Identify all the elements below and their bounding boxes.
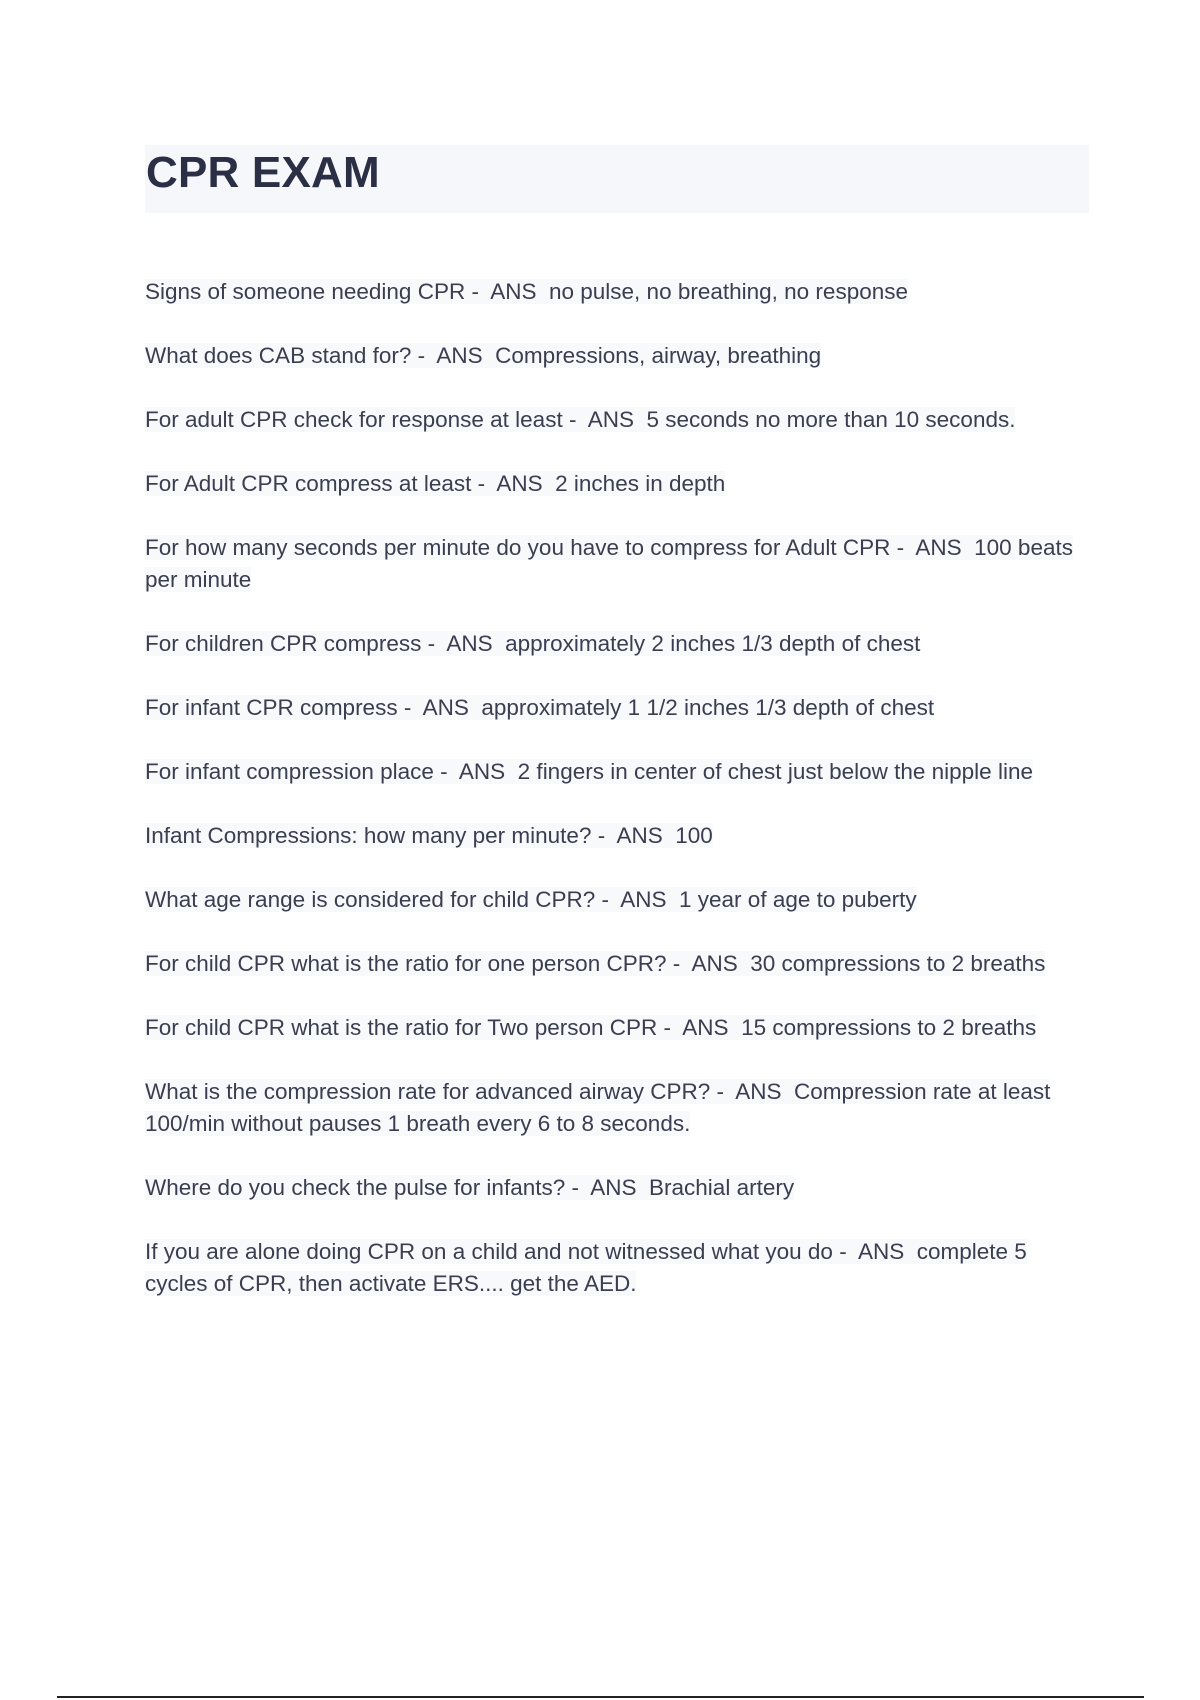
answer-text: 15 compressions to 2 breaths — [741, 1015, 1037, 1040]
answer-text: Compression rate at least 100/min without pauses 1 breath every 6 to 8 seconds. — [145, 1079, 1051, 1136]
question-text: For how many seconds per minute do you have to compress for Adult CPR — [145, 535, 891, 560]
qa-text — [145, 1175, 794, 1200]
qa-item — [145, 404, 1095, 436]
qa-item — [145, 276, 1095, 308]
answer-text: approximately 1 1/2 inches 1/3 depth of chest — [481, 695, 935, 720]
question-text: Where do you check the pulse for infants? — [145, 1175, 566, 1200]
answer-separator: - ANS — [433, 759, 518, 784]
qa-list — [145, 276, 1095, 1300]
answer-text: complete 5 cycles of CPR, then activate ERS.... get the AED. — [145, 1239, 1027, 1296]
answer-separator: - ANS — [411, 343, 496, 368]
question-text: For infant compression place — [145, 759, 434, 784]
qa-item — [145, 340, 1095, 372]
qa-text — [145, 279, 908, 304]
answer-separator: - ANS — [591, 823, 676, 848]
answer-text: Compressions, airway, breathing — [495, 343, 822, 368]
footer-divider — [57, 1696, 1144, 1698]
answer-text: 30 compressions to 2 breaths — [750, 951, 1046, 976]
qa-text — [145, 695, 934, 720]
qa-text — [145, 759, 1033, 784]
qa-item — [145, 628, 1095, 660]
question-text: For child CPR what is the ratio for Two person CPR — [145, 1015, 658, 1040]
answer-separator: - ANS — [562, 407, 647, 432]
answer-text: approximately 2 inches 1/3 depth of chest — [505, 631, 921, 656]
qa-item — [145, 884, 1095, 916]
question-text: What does CAB stand for? — [145, 343, 412, 368]
question-text: For child CPR what is the ratio for one person CPR? — [145, 951, 667, 976]
qa-text — [145, 887, 917, 912]
qa-text — [145, 951, 1045, 976]
qa-text — [145, 823, 713, 848]
qa-item — [145, 756, 1095, 788]
answer-text: Brachial artery — [649, 1175, 795, 1200]
answer-text: 100 beats per minute — [145, 535, 1073, 592]
question-text: For children CPR compress — [145, 631, 422, 656]
answer-separator: - ANS — [565, 1175, 650, 1200]
qa-item — [145, 1236, 1095, 1300]
answer-separator: - ANS — [657, 1015, 742, 1040]
question-text: Infant Compressions: how many per minute? — [145, 823, 592, 848]
qa-text — [145, 471, 725, 496]
qa-item — [145, 468, 1095, 500]
qa-item — [145, 1012, 1095, 1044]
question-text: Signs of someone needing CPR — [145, 279, 466, 304]
qa-text — [145, 535, 1073, 592]
qa-text — [145, 407, 1015, 432]
answer-separator: - ANS — [890, 535, 975, 560]
qa-text — [145, 343, 821, 368]
answer-text: 2 inches in depth — [555, 471, 726, 496]
answer-separator: - ANS — [471, 471, 556, 496]
answer-text: 1 year of age to puberty — [679, 887, 917, 912]
qa-text — [145, 1079, 1050, 1136]
question-text: For adult CPR check for response at least — [145, 407, 563, 432]
answer-text: no pulse, no breathing, no response — [548, 279, 908, 304]
question-text: For infant CPR compress — [145, 695, 398, 720]
question-text: For Adult CPR compress at least — [145, 471, 472, 496]
answer-separator: - ANS — [595, 887, 680, 912]
qa-item — [145, 1172, 1095, 1204]
answer-separator: - ANS — [465, 279, 549, 304]
page-title: CPR EXAM — [146, 148, 380, 197]
question-text: What age range is considered for child CPR? — [145, 887, 596, 912]
answer-separator: - ANS — [832, 1239, 917, 1264]
answer-separator: - ANS — [710, 1079, 795, 1104]
qa-item — [145, 820, 1095, 852]
answer-text: 5 seconds no more than 10 seconds. — [646, 407, 1016, 432]
question-text: If you are alone doing CPR on a child and not witnessed what you do — [145, 1239, 833, 1264]
qa-item — [145, 692, 1095, 724]
qa-text — [145, 631, 920, 656]
qa-item — [145, 948, 1095, 980]
answer-separator: - ANS — [397, 695, 482, 720]
answer-text: 100 — [675, 823, 713, 848]
qa-item — [145, 1076, 1095, 1140]
qa-text — [145, 1239, 1027, 1296]
answer-separator: - ANS — [421, 631, 506, 656]
answer-text: 2 fingers in center of chest just below the nipple line — [517, 759, 1033, 784]
qa-item — [145, 532, 1095, 596]
qa-text — [145, 1015, 1036, 1040]
question-text: What is the compression rate for advanced airway CPR? — [145, 1079, 711, 1104]
answer-separator: - ANS — [666, 951, 751, 976]
